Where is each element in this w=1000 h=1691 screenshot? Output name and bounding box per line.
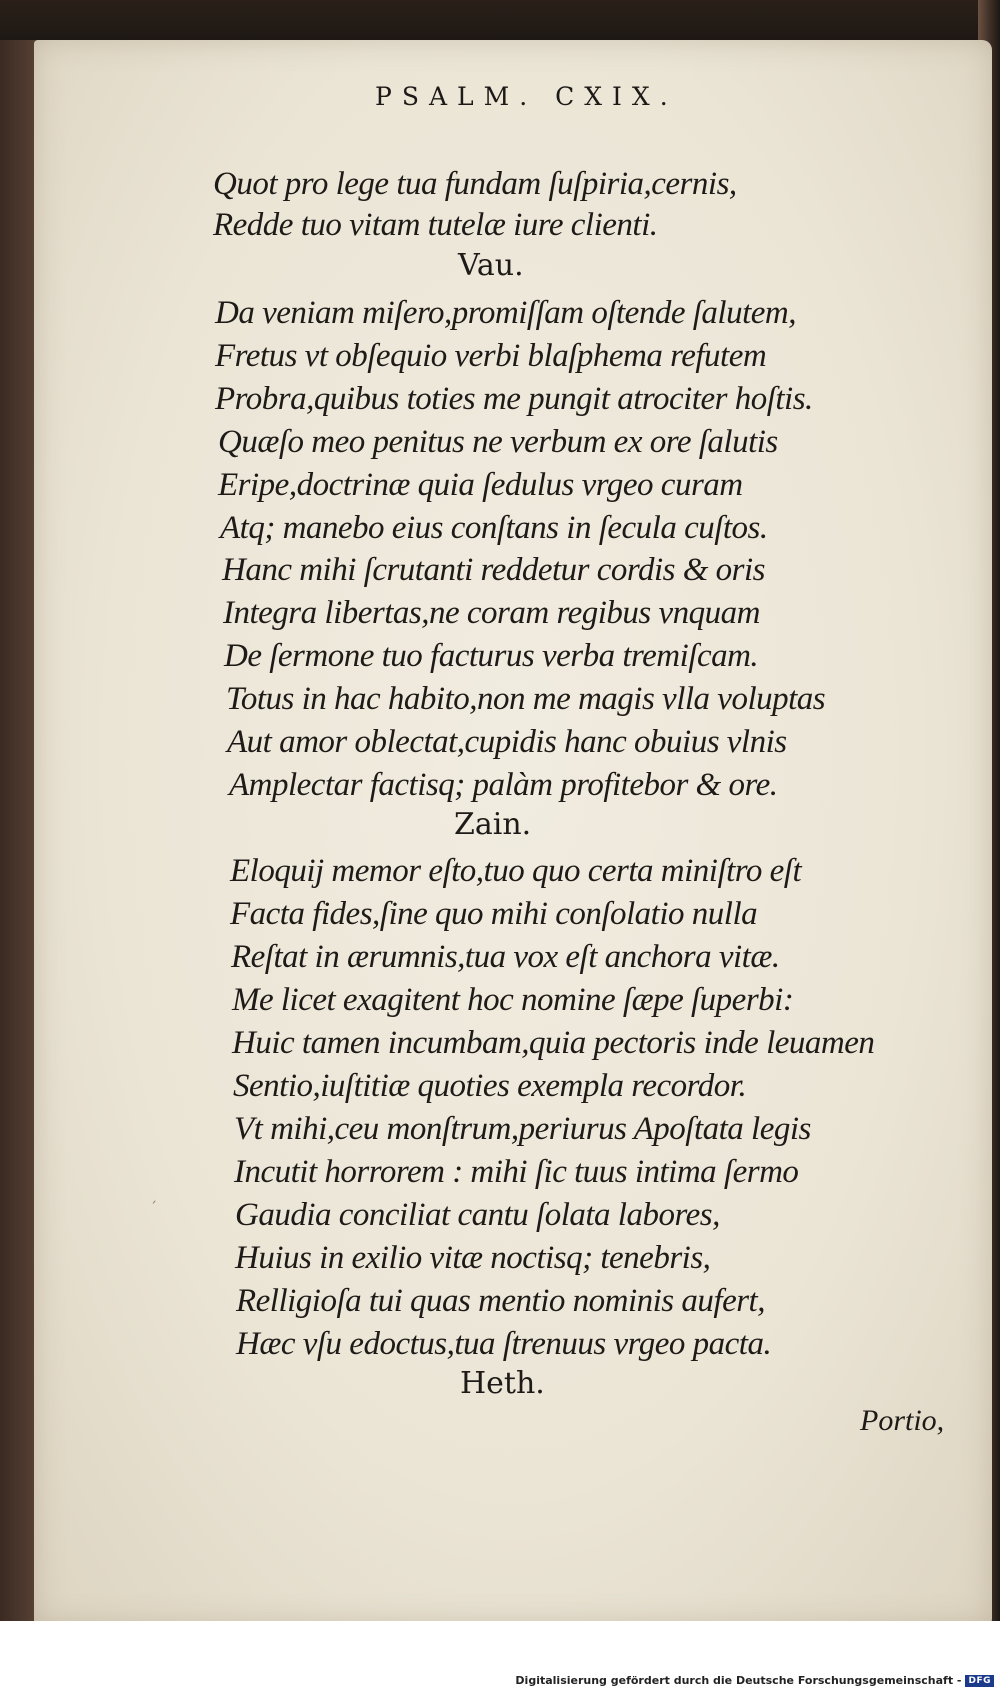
verse-line: Quot pro lege tua fundam ſuſpiria,cernis, xyxy=(213,166,737,202)
book-edge-top xyxy=(0,0,1000,40)
credit-text: Digitalisierung gefördert durch die Deutsche Forschungsgemeinschaft - xyxy=(515,1674,962,1687)
verse-line: Fretus vt obſequio verbi blaſphema refutem xyxy=(215,338,767,374)
dfg-logo: DFG xyxy=(965,1675,994,1687)
verse-line: Aut amor oblectat,cupidis hanc obuius vlnis xyxy=(227,724,787,760)
verse-line: Facta fides,ſine quo mihi conſolatio nulla xyxy=(230,896,758,932)
section-heading-vau: Vau. xyxy=(458,248,524,283)
verse-line: Relligioſa tui quas mentio nominis aufert, xyxy=(236,1283,765,1319)
paper-speck: ˏ xyxy=(150,1188,157,1204)
verse-line: Hæc vſu edoctus,tua ſtrenuus vrgeo pacta. xyxy=(236,1326,772,1362)
verse-line: Huius in exilio vitæ noctisq; tenebris, xyxy=(235,1240,711,1276)
digitization-credit xyxy=(515,1674,994,1687)
verse-line: Redde tuo vitam tutelæ iure clienti. xyxy=(213,207,658,243)
section-heading-zain: Zain. xyxy=(454,807,532,842)
verse-line: Huic tamen incumbam,quia pectoris inde leuamen xyxy=(232,1025,875,1061)
verse-line: Totus in hac habito,non me magis vlla voluptas xyxy=(226,681,826,717)
verse-line: Eloquij memor eſto,tuo quo certa miniſtro eſt xyxy=(230,853,802,889)
verse-line: Probra,quibus toties me pungit atrociter hoſtis. xyxy=(215,381,813,417)
verse-line: Quæſo meo penitus ne verbum ex ore ſalutis xyxy=(218,424,778,460)
verse-line: Gaudia conciliat cantu ſolata labores, xyxy=(235,1197,720,1233)
verse-line: Sentio,iuſtitiæ quoties exempla recordor. xyxy=(233,1068,747,1104)
verse-line: Reſtat in ærumnis,tua vox eſt anchora vitæ. xyxy=(231,939,780,975)
section-heading-heth: Heth. xyxy=(460,1366,545,1401)
verse-line: Da veniam miſero,promiſſam oſtende ſalutem, xyxy=(215,295,796,331)
verse-line: Vt mihi,ceu monſtrum,periurus Apoſtata legis xyxy=(234,1111,811,1147)
running-header: PSALM. CXIX. xyxy=(375,82,678,111)
verse-line: Incutit horrorem : mihi ſic tuus intima ſermo xyxy=(234,1154,799,1190)
verse-line: Atq; manebo eius conſtans in ſecula cuſtos. xyxy=(220,510,768,546)
catchword: Portio, xyxy=(860,1404,945,1437)
verse-line: De ſermone tuo facturus verba tremiſcam. xyxy=(224,638,759,674)
verse-line: Hanc mihi ſcrutanti reddetur cordis & oris xyxy=(222,552,766,588)
verse-line: Amplectar factisq; palàm profitebor & ore. xyxy=(229,767,778,803)
verse-line: Eripe,doctrinæ quia ſedulus vrgeo curam xyxy=(218,467,743,503)
verse-line: Integra libertas,ne coram regibus vnquam xyxy=(223,595,760,631)
verse-line: Me licet exagitent hoc nomine ſæpe ſuperbi: xyxy=(232,982,794,1018)
